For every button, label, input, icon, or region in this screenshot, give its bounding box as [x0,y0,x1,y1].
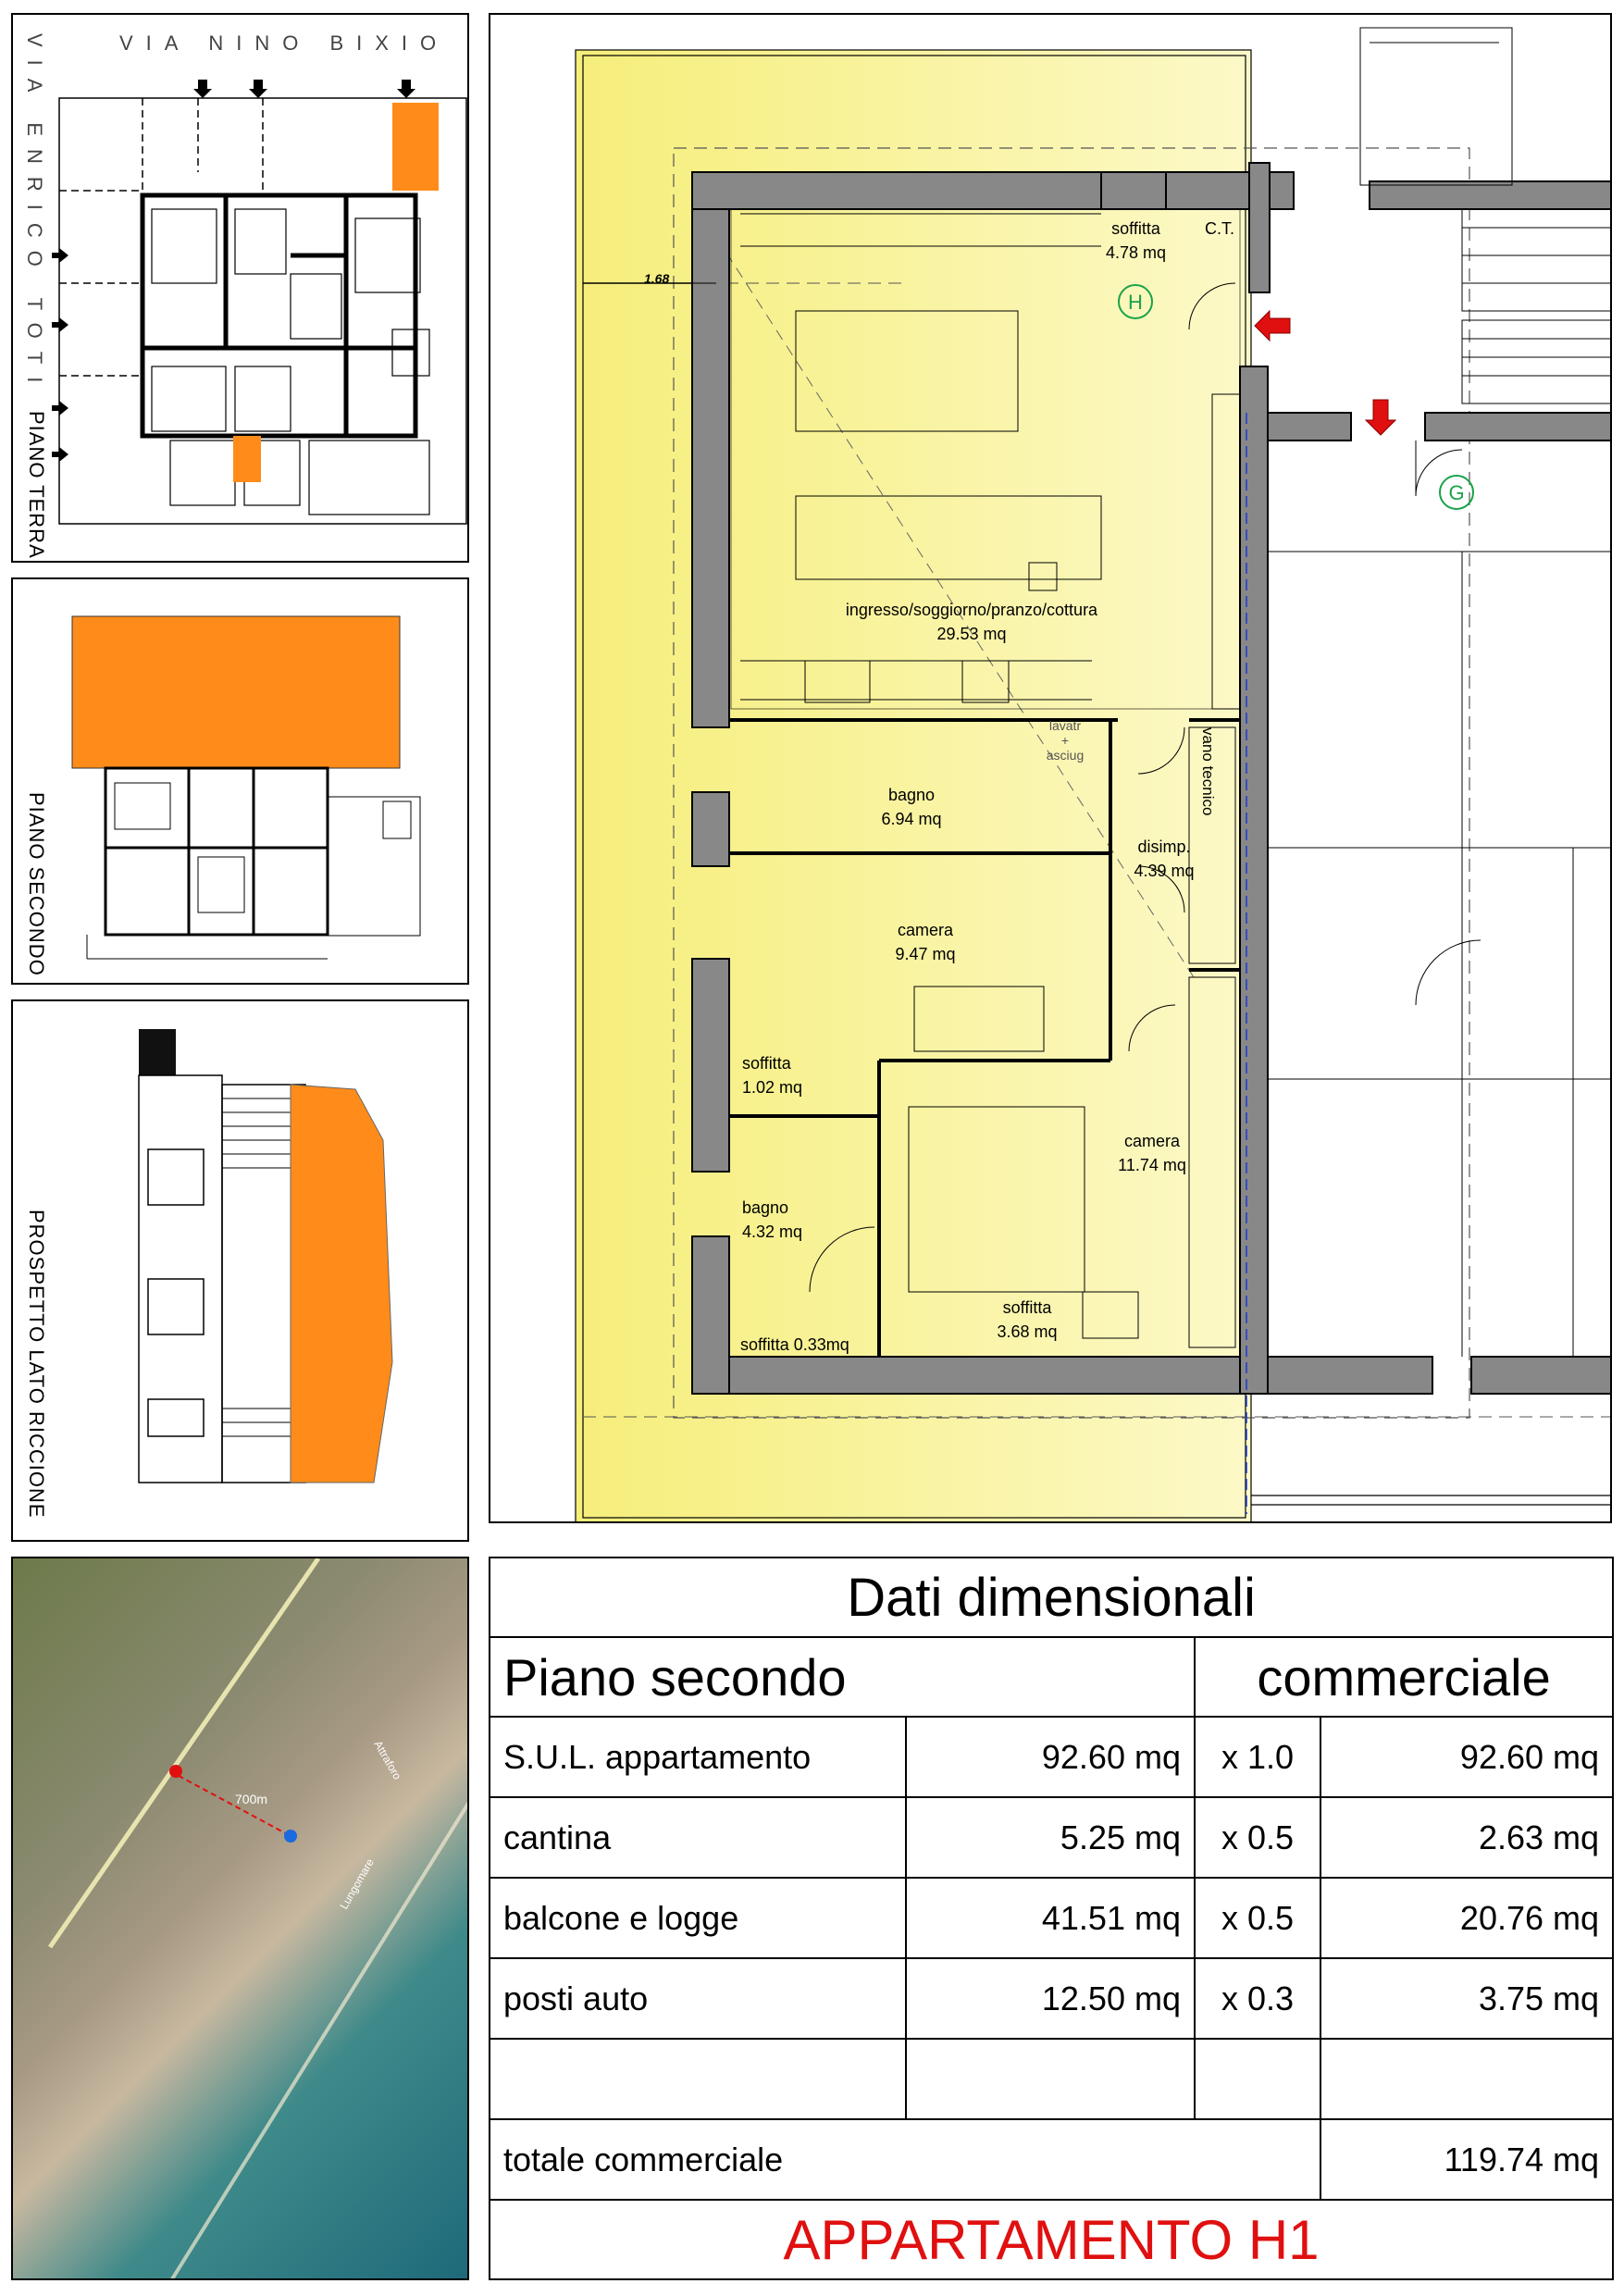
row-area: 5.25 mq [906,1797,1195,1878]
floor-panel [11,577,469,985]
table-row [490,1958,1613,2039]
total-label: totale commerciale [490,2119,1320,2200]
keyplan-panel [11,13,469,563]
elevation-drawing [13,1001,469,1542]
table-row [490,1878,1613,1958]
room-camera-1: camera 9.47 mq [895,921,956,963]
table-row [490,1717,1613,1797]
room-bagno-2: bagno 4.32 mq [742,1198,803,1241]
keyplan-label: PIANO TERRA [25,411,48,559]
marker-h: H [1128,291,1143,314]
row-label: S.U.L. appartamento [490,1717,906,1797]
room-living: ingresso/soggiorno/pranzo/cottura 29.53 mq [845,601,1098,643]
section-left: Piano secondo [490,1637,1195,1717]
row-area: 92.60 mq [906,1717,1195,1797]
map-distance: 700m [235,1792,268,1806]
apartment-title: APPARTAMENTO H1 [490,2200,1613,2279]
row-label: balcone e logge [490,1878,906,1958]
table-title: Dati dimensionali [490,1558,1613,1637]
room-soffitta-3: soffitta 3.68 mq [997,1298,1058,1341]
room-lavatrice: lavatr + asciug [1046,718,1085,763]
row-area: 12.50 mq [906,1958,1195,2039]
entrance-arrow-g [1366,400,1395,435]
total-row [490,2119,1613,2200]
street-label-left: VIA ENRICO TOTI [23,33,46,396]
floor-drawing [13,579,469,985]
row-factor: x 0.5 [1195,1797,1320,1878]
marker-g: G [1448,481,1465,504]
dimension-table [489,1557,1614,2280]
room-ct: C.T. [1205,219,1235,238]
room-camera-2: camera 11.74 mq [1118,1132,1186,1174]
entrance-arrow [1255,311,1290,341]
floor-plan-panel [489,13,1612,1523]
room-soffitta-1: soffitta 4.78 mq [1106,219,1167,262]
row-area: 41.51 mq [906,1878,1195,1958]
row-commercial: 92.60 mq [1320,1717,1613,1797]
room-soffitta-2: soffitta 1.02 mq [742,1054,803,1097]
room-disimp: disimp. 4.39 mq [1134,838,1195,880]
street-label-top: VIA NINO BIXIO [119,31,450,55]
elevation-panel-label: PROSPETTO LATO RICCIONE [25,1210,48,1519]
row-commercial: 2.63 mq [1320,1797,1613,1878]
row-commercial: 20.76 mq [1320,1878,1613,1958]
table-row-empty [490,2039,1613,2119]
map-overlay [13,1558,469,2280]
row-factor: x 1.0 [1195,1717,1320,1797]
table-row [490,1797,1613,1878]
total-value: 119.74 mq [1320,2119,1613,2200]
room-vano-tecnico: vano tecnico [1199,727,1217,816]
row-label: cantina [490,1797,906,1878]
room-bagno-1: bagno 6.94 mq [881,786,942,828]
floor-panel-label: PIANO SECONDO [25,792,48,976]
keyplan-drawing [13,15,469,563]
map-road-2: Lungomare [337,1855,377,1912]
row-factor: x 0.5 [1195,1878,1320,1958]
section-right: commerciale [1195,1637,1613,1717]
dimension-label: 1.68 [644,271,670,286]
row-factor: x 0.3 [1195,1958,1320,2039]
map-road-1: Attraforo [371,1738,404,1782]
elevation-panel [11,999,469,1542]
aerial-map [11,1557,469,2280]
row-label: posti auto [490,1958,906,2039]
room-soffitta-4: soffitta 0.33mq [740,1335,849,1354]
row-commercial: 3.75 mq [1320,1958,1613,2039]
